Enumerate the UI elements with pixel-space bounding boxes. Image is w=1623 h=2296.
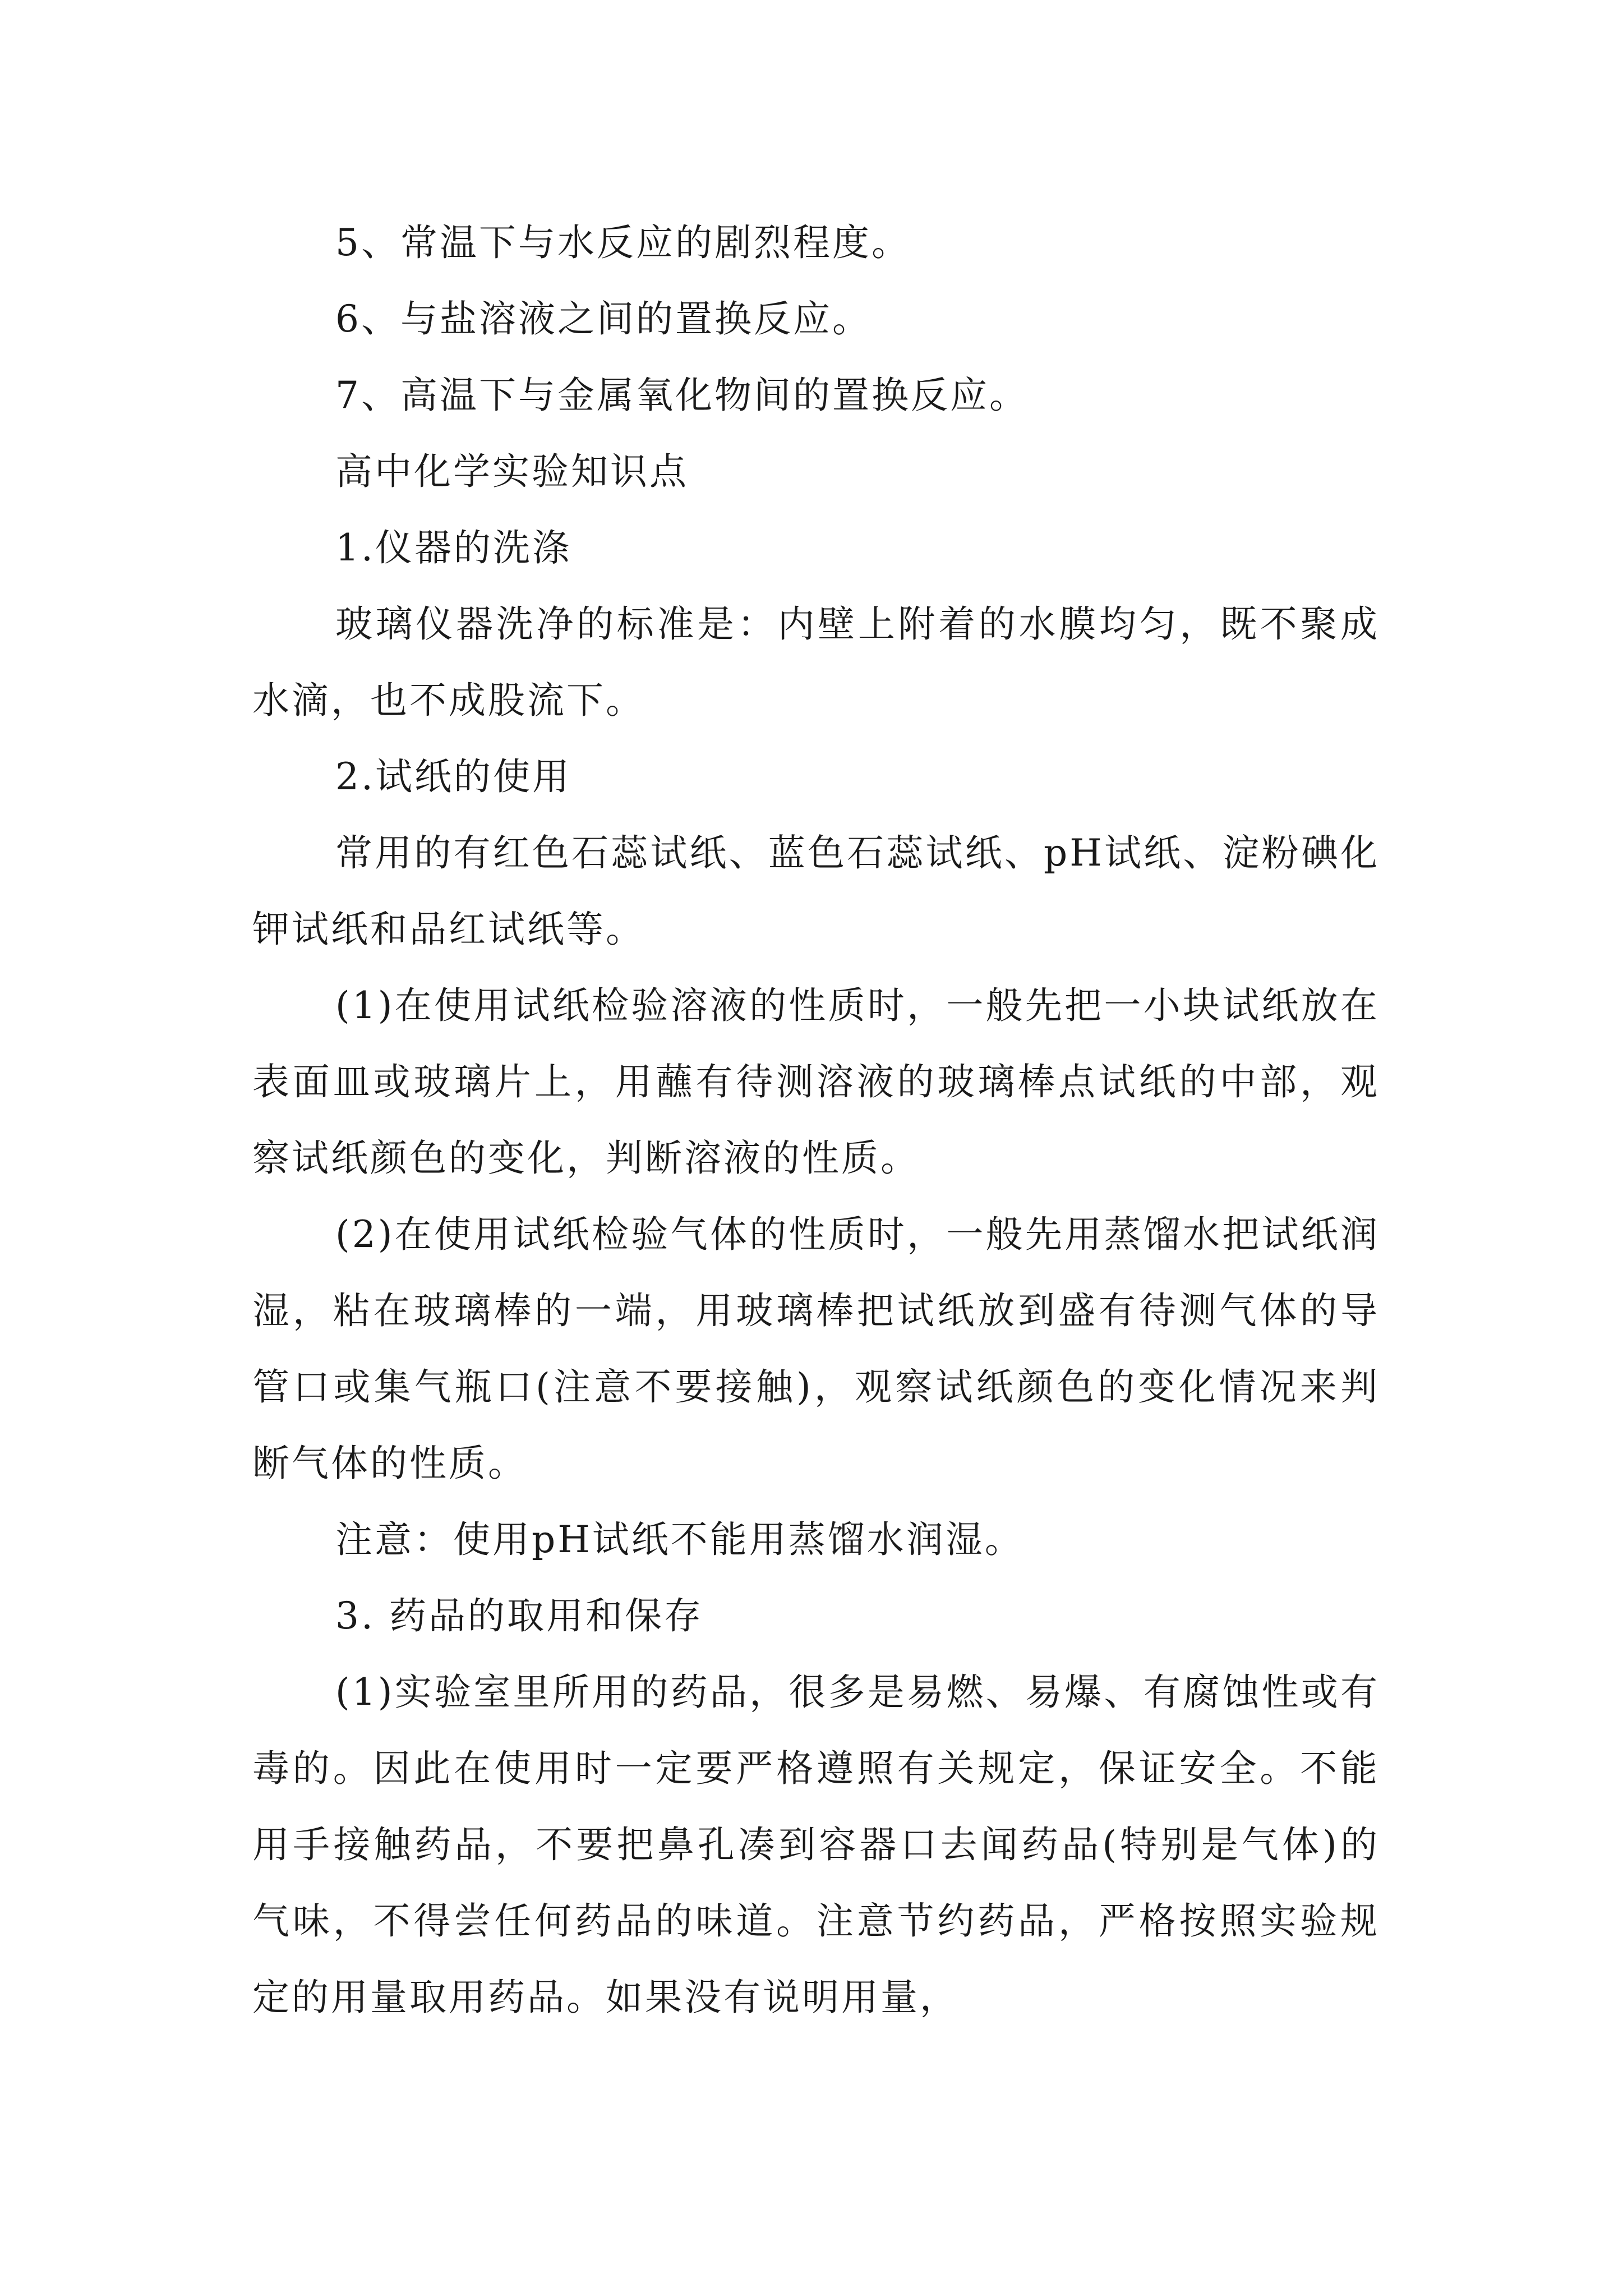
paragraph-note: 注意：使用pH试纸不能用蒸馏水润湿。 [335, 1518, 1024, 1561]
paragraph-washing: 玻璃仪器洗净的标准是：内壁上附着的水膜均匀，既不聚成水滴，也不成股流下。 [252, 602, 1380, 722]
list-item-5: 5、常温下与水反应的剧烈程度。 [335, 221, 911, 264]
paragraph-reagents: (1)实验室里所用的药品，很多是易燃、易爆、有腐蚀性或有毒的。因此在使用时一定要严格遵照有关规定，保证安全。不能用手接触药品，不要把鼻孔凑到容器口去闻药品(特别是气体)的气味，不得尝任何药品的味道。注意节约药品，严格按照实验规定的用量取用药品。如果没有说明用量， [252, 1671, 1380, 2019]
subheading-1: 1.仪器的洗涤 [335, 526, 571, 569]
subheading-2: 2.试纸的使用 [335, 755, 571, 798]
list-item-7: 7、高温下与金属氧化物间的置换反应。 [335, 374, 1029, 417]
paragraph-test-paper-types: 常用的有红色石蕊试纸、蓝色石蕊试纸、pH试纸、淀粉碘化钾试纸和品红试纸等。 [252, 831, 1380, 951]
subheading-3: 3. 药品的取用和保存 [335, 1594, 703, 1637]
document-body [252, 205, 1380, 2036]
paragraph-test-solution: (1)在使用试纸检验溶液的性质时，一般先把一小块试纸放在表面皿或玻璃片上，用蘸有待测溶液的玻璃棒点试纸的中部，观察试纸颜色的变化，判断溶液的性质。 [252, 984, 1380, 1180]
list-item-6: 6、与盐溶液之间的置换反应。 [335, 297, 872, 341]
section-heading: 高中化学实验知识点 [335, 450, 689, 493]
paragraph-test-gas: (2)在使用试纸检验气体的性质时，一般先用蒸馏水把试纸润湿，粘在玻璃棒的一端，用玻璃棒把试纸放到盛有待测气体的导管口或集气瓶口(注意不要接触)，观察试纸颜色的变化情况来判断气体的性质。 [252, 1213, 1380, 1485]
